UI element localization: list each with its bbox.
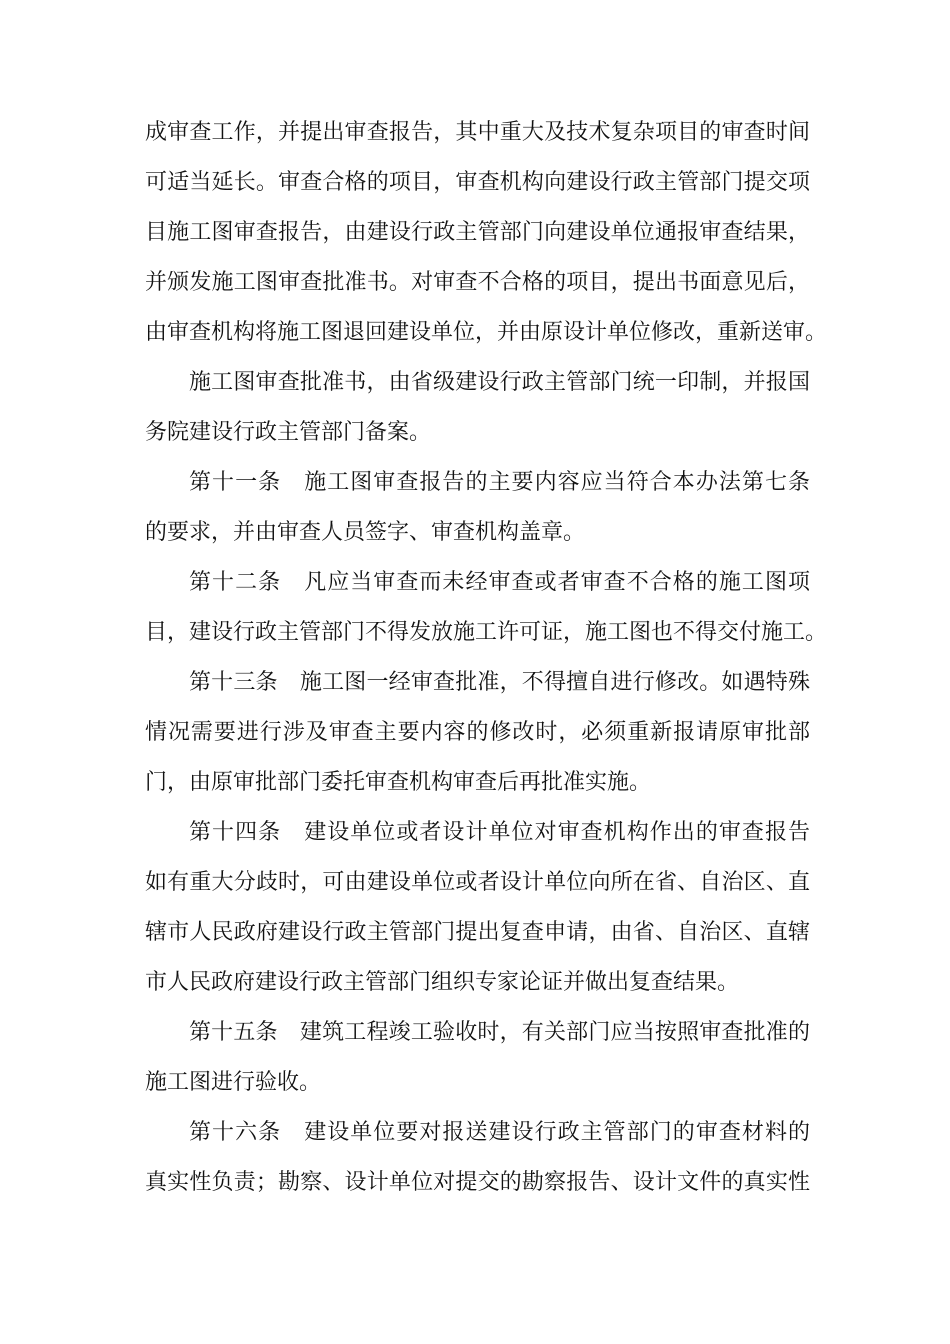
article-15-line-2: 施工图进行验收。 [145, 1070, 322, 1095]
article-14-line-1: 第十四条 建设单位或者设计单位对审查机构作出的审查报告 [189, 820, 810, 845]
article-16-line-1: 第十六条 建设单位要对报送建设行政主管部门的审查材料的 [189, 1120, 810, 1145]
article-11-line-2: 的要求，并由审查人员签字、审查机构盖章。 [145, 520, 586, 545]
text-line-5: 由审查机构将施工图退回建设单位，并由原设计单位修改，重新送审。 [145, 320, 828, 345]
document-body [145, 108, 828, 1208]
text-line-4: 并颁发施工图审查批准书。对审查不合格的项目，提出书面意见后， [145, 270, 810, 295]
text-line-7: 务院建设行政主管部门备案。 [145, 420, 432, 445]
text-line-6: 施工图审查批准书，由省级建设行政主管部门统一印制，并报国 [189, 370, 810, 395]
article-14-line-2: 如有重大分歧时，可由建设单位或者设计单位向所在省、自治区、直 [145, 870, 810, 895]
text-line-1: 成审查工作，并提出审查报告，其中重大及技术复杂项目的审查时间 [145, 120, 810, 145]
article-11-line-1: 第十一条 施工图审查报告的主要内容应当符合本办法第七条 [189, 470, 810, 495]
article-14-line-3: 辖市人民政府建设行政主管部门提出复查申请，由省、自治区、直辖 [145, 920, 810, 945]
article-13-line-3: 门，由原审批部门委托审查机构审查后再批准实施。 [145, 770, 652, 795]
article-13-line-1: 第十三条 施工图一经审查批准，不得擅自进行修改。如遇特殊 [189, 670, 810, 695]
article-12-line-2: 目，建设行政主管部门不得发放施工许可证，施工图也不得交付施工。 [145, 620, 828, 645]
article-12-line-1: 第十二条 凡应当审查而未经审查或者审查不合格的施工图项 [189, 570, 810, 595]
article-16-line-2: 真实性负责；勘察、设计单位对提交的勘察报告、设计文件的真实性 [145, 1170, 810, 1195]
article-14-line-4: 市人民政府建设行政主管部门组织专家论证并做出复查结果。 [145, 970, 740, 995]
article-15-line-1: 第十五条 建筑工程竣工验收时，有关部门应当按照审查批准的 [189, 1020, 810, 1045]
text-line-2: 可适当延长。审查合格的项目，审查机构向建设行政主管部门提交项 [145, 170, 810, 195]
article-13-line-2: 情况需要进行涉及审查主要内容的修改时，必须重新报请原审批部 [145, 720, 810, 745]
text-line-3: 目施工图审查报告，由建设行政主管部门向建设单位通报审查结果， [145, 220, 810, 245]
